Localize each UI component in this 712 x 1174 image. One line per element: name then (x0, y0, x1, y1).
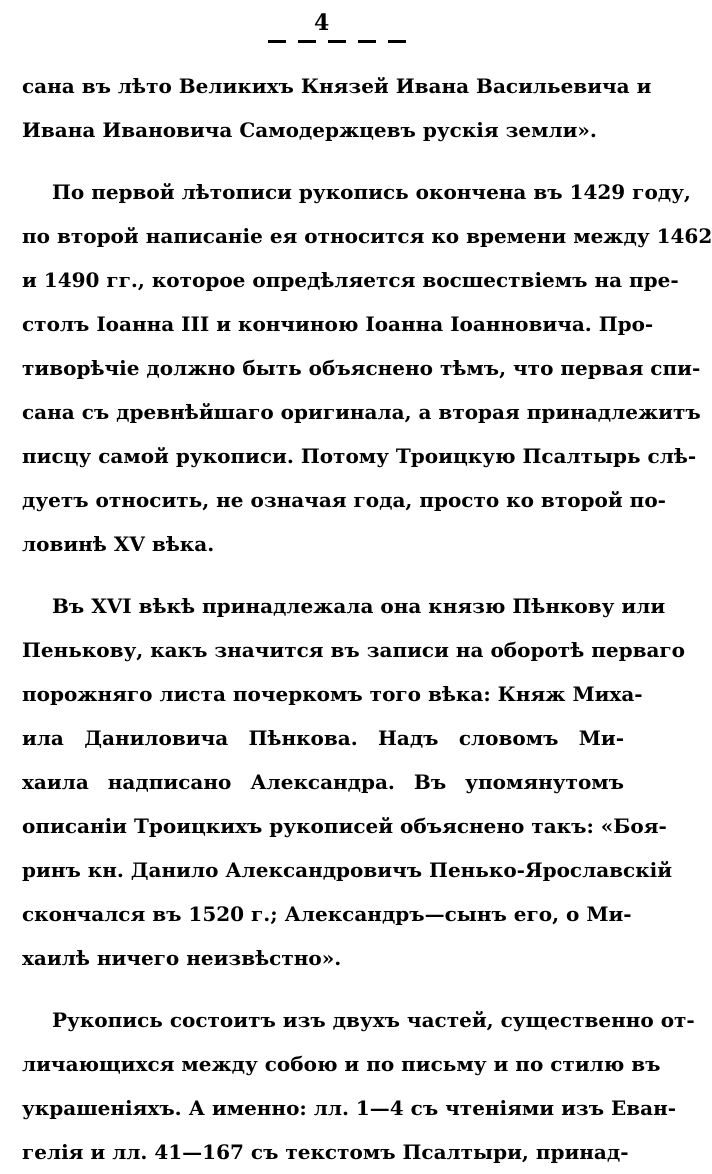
text-line: описаніи Троицкихъ рукописей объяснено такъ: «Боя- (22, 814, 667, 838)
book-page (22, 0, 712, 1174)
text-line: хаилѣ ничего неизвѣстно». (22, 946, 342, 970)
paragraph (22, 170, 712, 566)
text-line: сана въ лѣто Великихъ Князей Ивана Васильевича и (22, 74, 652, 98)
text-line: тиворѣчіе должно быть объяснено тѣмъ, что первая спи- (22, 356, 701, 380)
text-line: личающихся между собою и по письму и по стилю въ (22, 1052, 661, 1076)
paragraph (22, 64, 652, 152)
text-line: писцу самой рукописи. Потому Троицкую Псалтырь слѣ- (22, 444, 697, 468)
text-line: по второй написаніе ея относится ко времени между 1462 (22, 224, 712, 248)
paragraph (22, 584, 686, 980)
text-line: гелія и лл. 41—167 съ текстомъ Псалтыри, принад- (22, 1140, 629, 1164)
text-line: украшеніяхъ. А именно: лл. 1—4 съ чтеніями изъ Еван- (22, 1096, 677, 1120)
text-line: Пенькову, какъ значится въ записи на оборотѣ перваго (22, 638, 686, 662)
text-line: порожняго листа почеркомъ того вѣка: Княж Миха- (22, 682, 643, 706)
header-rule (268, 40, 410, 43)
text-line: По первой лѣтописи рукопись окончена въ 1429 году, (52, 180, 691, 204)
text-line: и 1490 гг., которое опредѣляется восшествіемъ на пре- (22, 268, 679, 292)
text-line: столъ Іоанна III и кончиною Іоанна Іоанновича. Про- (22, 312, 654, 336)
text-line: скончался въ 1520 г.; Александръ—сынъ его, о Ми- (22, 902, 632, 926)
text-line: дуетъ относить, не означая года, просто ко второй по- (22, 488, 666, 512)
text-line: сана съ древнѣйшаго оригинала, а вторая принадлежитъ (22, 400, 701, 424)
paragraph (22, 998, 695, 1174)
page-number: 4 (314, 10, 330, 36)
text-line: Рукопись состоитъ изъ двухъ частей, существенно от- (52, 1008, 695, 1032)
page-header (22, 0, 624, 64)
text-line: Ивана Ивановича Самодержцевъ рускія земли». (22, 118, 597, 142)
text-line: ринъ кн. Данило Александровичъ Пенько-Ярославскій (22, 858, 673, 882)
text-line: Въ XVI вѣкѣ принадлежала она князю Пѣнкову или (52, 594, 666, 618)
text-line: хаила надписано Александра. Въ упомянутомъ (22, 770, 624, 794)
text-line: ловинѣ XV вѣка. (22, 532, 215, 556)
text-line: ила Даниловича Пѣнкова. Надъ словомъ Ми- (22, 726, 624, 750)
